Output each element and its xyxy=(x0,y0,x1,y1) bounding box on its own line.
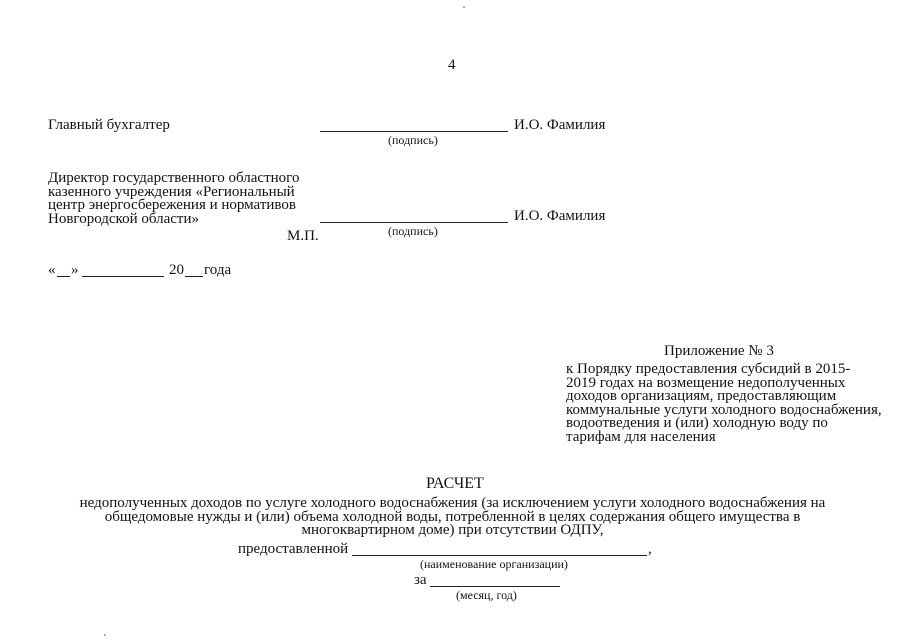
appendix-line: доходов организациям, предоставляющим xyxy=(566,388,837,404)
director-title xyxy=(48,172,299,226)
chief-accountant-title: Главный бухгалтер xyxy=(48,117,170,133)
chief-accountant-signature-line xyxy=(320,131,508,132)
provided-label: предоставленной xyxy=(238,541,349,557)
page-number: 4 xyxy=(448,57,456,73)
chief-accountant-signature-caption: (подпись) xyxy=(388,133,438,147)
date-quote-close: » xyxy=(71,262,79,278)
period-line xyxy=(430,586,560,587)
date-suffix: года xyxy=(204,262,232,278)
date-day-line xyxy=(57,276,70,277)
director-signature-line xyxy=(320,222,508,223)
date-quote-open: « xyxy=(48,262,56,278)
appendix-text xyxy=(566,363,882,444)
organization-name-line xyxy=(352,555,647,556)
appendix-line: тарифам для населения xyxy=(566,428,716,445)
director-name: И.О. Фамилия xyxy=(514,208,606,224)
appendix-line: 2019 годах на возмещение недополученных xyxy=(566,374,846,391)
scan-speck xyxy=(463,6,465,8)
appendix-line: коммунальные услуги холодного водоснабжения, xyxy=(566,401,882,418)
calculation-subtitle-line: общедомовые нужды и (или) объема холодной воды, потребленной в целях содержания общего имущества в xyxy=(104,508,801,525)
director-title-line: Директор государственного областного xyxy=(48,170,300,186)
organization-caption: (наименование организации) xyxy=(420,557,568,571)
chief-accountant-name: И.О. Фамилия xyxy=(514,117,606,133)
period-caption: (месяц, год) xyxy=(456,588,517,602)
calculation-subtitle-line: недополученных доходов по услуге холодного водоснабжения (за исключением услуги холодного водоснабжения на xyxy=(79,495,826,511)
date-year-line xyxy=(185,276,203,277)
date-year-prefix: 20 xyxy=(169,262,184,278)
appendix-title: Приложение № 3 xyxy=(664,343,774,359)
appendix-line: водоотведения и (или) холодную воду по xyxy=(566,415,828,431)
director-title-line: казенного учреждения «Региональный xyxy=(48,183,295,200)
appendix-line: к Порядку предоставления субсидий в 2015- xyxy=(566,361,851,377)
director-signature-caption: (подпись) xyxy=(388,224,438,238)
calculation-subtitle-line: многоквартирном доме) при отсутствии ОДПУ, xyxy=(301,522,604,538)
calculation-title: РАСЧЕТ xyxy=(426,475,484,492)
director-title-line: Новгородской области» xyxy=(48,210,199,227)
director-title-line: центр энергосбережения и нормативов xyxy=(48,197,296,213)
date-month-line xyxy=(82,276,164,277)
stamp-place: М.П. xyxy=(287,228,319,244)
provided-comma: , xyxy=(648,541,652,557)
scan-speck xyxy=(104,634,106,636)
period-label: за xyxy=(414,572,427,588)
calculation-subtitle xyxy=(45,497,860,538)
